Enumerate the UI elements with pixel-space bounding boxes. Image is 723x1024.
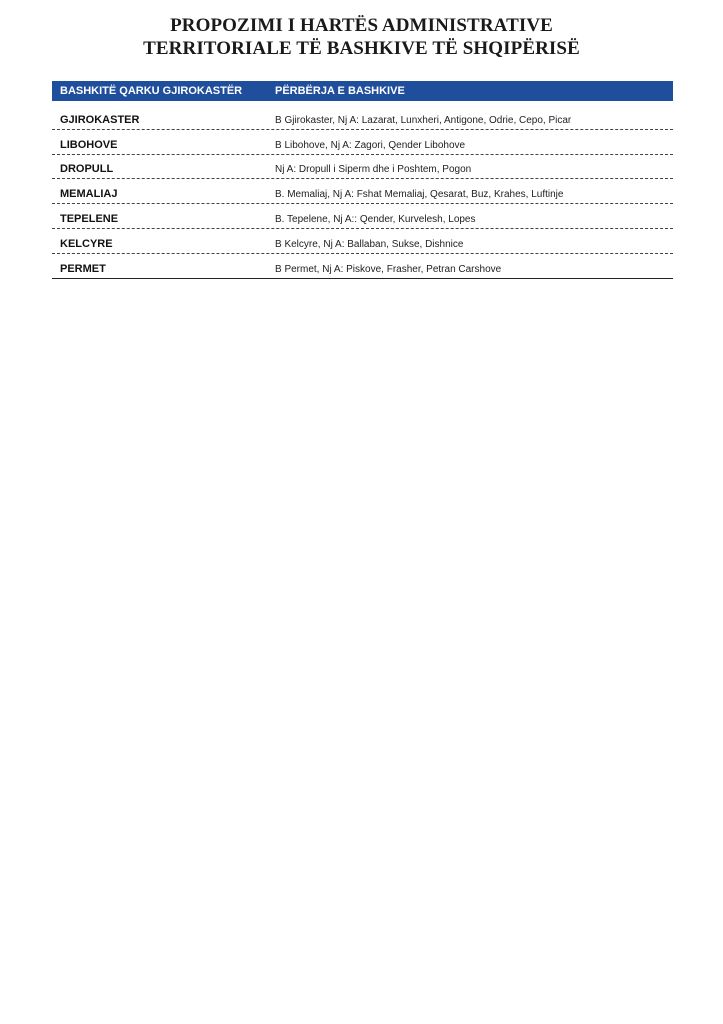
municipalities-table [52,81,673,279]
title-line-1: PROPOZIMI I HARTËS ADMINISTRATIVE [170,15,553,36]
municipality-composition: B Gjirokaster, Nj A: Lazarat, Lunxheri, Antigone, Odrie, Cepo, Picar [275,114,572,126]
table-row [52,105,673,130]
municipality-name: PERMET [60,262,106,275]
column-header-municipality: BASHKITË QARKU GJIROKASTËR [60,85,243,97]
municipality-name: LIBOHOVE [60,138,118,151]
municipality-name: GJIROKASTER [60,113,140,126]
table-row [52,254,673,279]
table-row [52,229,673,254]
municipality-name: KELCYRE [60,237,113,250]
municipality-composition: B Libohove, Nj A: Zagori, Qender Libohove [275,139,466,151]
table-body [52,105,673,279]
title-line-2: TERRITORIALE TË BASHKIVE TË SHQIPËRISË [143,38,580,59]
municipality-composition: B. Memaliaj, Nj A: Fshat Memaliaj, Qesarat, Buz, Krahes, Luftinje [275,189,564,201]
municipality-name: MEMALIAJ [60,188,118,201]
table-row [52,130,673,155]
column-header-composition: PËRBËRJA E BASHKIVE [275,85,405,97]
municipality-composition: Nj A: Dropull i Siperm dhe i Poshtem, Pogon [275,164,472,176]
table-row [52,155,673,180]
table-header [52,81,673,101]
municipality-composition: B. Tepelene, Nj A:: Qender, Kurvelesh, Lopes [275,213,476,225]
municipality-composition: B Permet, Nj A: Piskove, Frasher, Petran Carshove [275,263,502,275]
municipality-name: DROPULL [60,163,114,176]
municipality-name: TEPELENE [60,212,119,225]
municipality-composition: B Kelcyre, Nj A: Ballaban, Sukse, Dishnice [275,238,464,250]
page-title [0,14,723,60]
table-row [52,179,673,204]
table-row [52,204,673,229]
